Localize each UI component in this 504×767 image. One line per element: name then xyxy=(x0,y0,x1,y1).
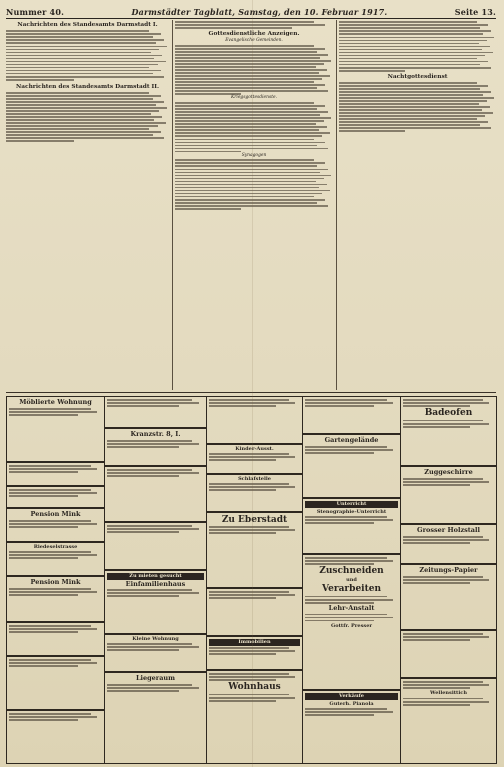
section-bar: Zu mieten gesucht xyxy=(107,573,204,580)
ad-small xyxy=(6,462,105,486)
ad-text xyxy=(107,469,204,477)
ad-zu-eberstadt xyxy=(206,512,303,588)
ad-title: Pension Mink xyxy=(30,510,81,518)
ad-text xyxy=(107,440,204,448)
ad-zuggeschirre xyxy=(400,466,497,524)
ad-text xyxy=(9,551,102,559)
ad-pension-mink xyxy=(6,508,105,542)
ad-text xyxy=(403,633,494,641)
ad-title: Wellensittich xyxy=(430,690,467,697)
ad-small xyxy=(6,622,105,656)
ad-text xyxy=(305,614,398,622)
ad-title: Verarbeiten xyxy=(321,584,382,595)
body-text xyxy=(175,159,333,209)
section-heading: Nachtgottesdienst xyxy=(387,73,448,80)
ad-text xyxy=(209,591,300,599)
ad-small xyxy=(6,710,105,764)
header-rule xyxy=(6,18,496,19)
ad-text xyxy=(305,708,398,716)
subsection-heading: Kriegsgottesdienste. xyxy=(231,95,277,101)
ad-text xyxy=(305,557,398,565)
ad-small xyxy=(302,396,401,434)
subsection-heading: Evangelische Gemeinden. xyxy=(225,38,283,44)
ad-text xyxy=(9,465,102,473)
ad-text xyxy=(9,489,102,497)
ad-pension-mink-2 xyxy=(6,576,105,622)
ad-text xyxy=(107,684,204,692)
ad-text xyxy=(403,576,494,584)
ad-text xyxy=(107,399,204,407)
ad-holzstall xyxy=(400,524,497,564)
body-text xyxy=(175,21,333,29)
ad-text xyxy=(9,625,102,633)
ad-liegeraum xyxy=(104,672,207,764)
body-text xyxy=(339,82,496,132)
section-heading: Nachrichten des Standesamts Darmstadt I. xyxy=(17,22,158,28)
ad-text xyxy=(9,713,102,721)
ad-badeofen xyxy=(400,396,497,466)
ad-text xyxy=(9,408,102,416)
column-gottesdienst-cont xyxy=(339,20,496,388)
ad-small xyxy=(206,588,303,636)
section-bar: Unterricht xyxy=(305,501,398,508)
ad-small xyxy=(104,466,207,522)
ad-title: Grosser Holzstall xyxy=(417,526,480,534)
ad-title: Guterh. Pianola xyxy=(329,700,374,707)
ad-text xyxy=(403,420,494,428)
ad-title: Stenographie-Unterricht xyxy=(316,508,387,515)
ad-text xyxy=(403,698,494,706)
ad-subtitle: Lehr-Anstalt xyxy=(328,603,375,612)
column-gottesdienst xyxy=(175,20,333,388)
ad-text xyxy=(209,453,300,461)
ad-text xyxy=(107,525,204,533)
ad-title: Schlafstelle xyxy=(238,476,271,482)
ad-title: Zuschneiden xyxy=(319,566,384,577)
page-number: Seite 13. xyxy=(454,7,496,17)
ad-text xyxy=(209,399,300,407)
ad-title: Pension Mink xyxy=(30,578,81,586)
masthead: Darmstädter Tagblatt, Samstag, den 10. Februar 1917. xyxy=(131,7,388,17)
ad-title: Einfamilienhaus xyxy=(125,579,186,588)
section-bar: Immobilien xyxy=(209,639,300,646)
ad-title: Badeofen xyxy=(424,408,473,419)
column-divider xyxy=(172,20,173,390)
ad-text xyxy=(403,681,494,689)
ad-gartengelaende xyxy=(302,434,401,498)
column-standesamt xyxy=(6,20,169,388)
ad-text xyxy=(9,659,102,667)
ad-zuschneiden xyxy=(302,554,401,690)
ad-moeblierte-wohnung xyxy=(6,396,105,462)
ad-pianola xyxy=(302,690,401,764)
section-heading: Gottesdienstliche Anzeigen. xyxy=(208,31,300,38)
paper-fold xyxy=(252,0,253,767)
section-bar: Verkäufe xyxy=(305,693,398,700)
ad-title: Zeitungs-Papier xyxy=(419,566,478,574)
section-heading: Nachrichten des Standesamts Darmstadt II. xyxy=(16,83,159,90)
ad-text xyxy=(305,446,398,454)
ad-title: Kinder-Ausst. xyxy=(235,446,274,452)
ad-kleine-wohnung xyxy=(104,634,207,672)
ad-connector: und xyxy=(346,577,357,584)
section-separator xyxy=(6,392,496,393)
body-text xyxy=(175,45,333,95)
ad-title: Gartengelände xyxy=(324,436,379,444)
ad-kinder xyxy=(206,444,303,474)
ad-text xyxy=(305,516,398,524)
ad-title: Riedeselstrasse xyxy=(33,544,78,550)
ad-title: Kleine Wohnung xyxy=(132,636,179,642)
ad-zeitungs-papier xyxy=(400,564,497,630)
ad-kranzstr xyxy=(104,428,207,466)
ad-text xyxy=(403,399,494,407)
ad-owner: Gottfr. Presser xyxy=(330,622,373,629)
ad-riedeselstrasse xyxy=(6,542,105,576)
ad-small xyxy=(104,522,207,570)
ad-text xyxy=(403,536,494,544)
ad-title: Liegeraum xyxy=(135,674,176,682)
ad-text xyxy=(209,526,300,534)
ad-text xyxy=(209,694,300,702)
ad-small xyxy=(400,630,497,678)
ad-einfamilienhaus xyxy=(104,570,207,634)
ad-text xyxy=(209,647,300,655)
ad-text xyxy=(9,520,102,528)
ad-small xyxy=(104,396,207,428)
ad-title: Zu Eberstadt xyxy=(221,515,288,525)
ad-wellensittich xyxy=(400,678,497,764)
ad-text xyxy=(107,589,204,597)
body-text xyxy=(6,92,169,142)
issue-number: Nummer 40. xyxy=(6,7,65,17)
ad-small xyxy=(6,656,105,710)
ad-stenographie xyxy=(302,498,401,554)
ad-title: Zuggeschirre xyxy=(424,468,473,476)
ad-title: Möblierte Wohnung xyxy=(19,398,92,406)
ad-small xyxy=(206,396,303,444)
ad-text xyxy=(9,588,102,596)
page-header xyxy=(6,4,496,17)
ad-text xyxy=(403,478,494,486)
body-text xyxy=(6,30,169,80)
ad-immobilien xyxy=(206,636,303,670)
ad-title: Wohnhaus xyxy=(228,682,281,693)
ad-text xyxy=(107,643,204,651)
ad-small xyxy=(6,486,105,508)
ad-text xyxy=(209,673,300,681)
body-text xyxy=(339,21,496,71)
ad-wohnhaus xyxy=(206,670,303,764)
ad-schlafstelle xyxy=(206,474,303,512)
column-divider xyxy=(336,20,337,390)
ad-text xyxy=(209,483,300,491)
body-text xyxy=(175,102,333,152)
ad-title: Kranzstr. 8, I. xyxy=(130,430,181,438)
ad-text xyxy=(305,399,398,407)
subsection-heading: Synagogen xyxy=(241,152,267,158)
ad-text xyxy=(305,596,398,604)
